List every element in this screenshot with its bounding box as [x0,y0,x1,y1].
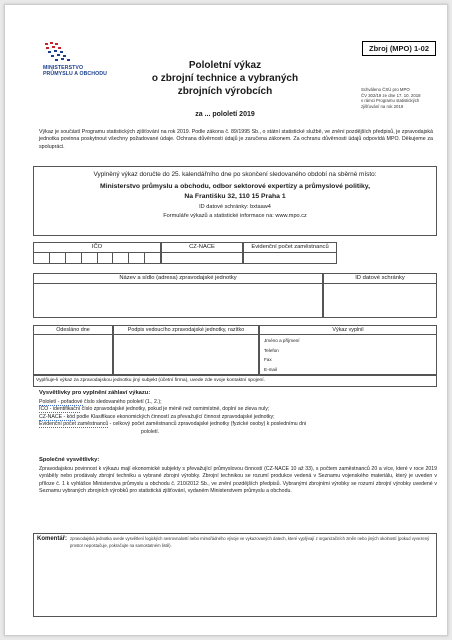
delivery-instructions: Vyplněný výkaz doručte do 25. kalendářního dne po skončení sledovaného období na sběrné místo: [93,171,377,178]
title-line-2: o zbrojní technice a vybraných [151,73,299,84]
explanation-key-1: Pololetí - pořadové [39,398,83,405]
databox-field[interactable] [323,273,437,318]
form-id-box: Zbroj (MPO) 1-02 [362,41,436,56]
delivery-box [33,166,437,236]
explanation-key-4: Evidenční počet zaměstnanců [39,421,109,428]
explanation-text-4: - celkový počet zaměstnanců zpravodajské jednotky (fyzické osoby) k poslednímu dni [108,421,307,428]
databox-label: ID datové schránky [324,274,436,284]
explanation-key-3: CZ-NACE - kód [39,413,76,420]
approval-line-4: zjišťování na rok 2019 [361,103,404,109]
employees-field[interactable] [243,242,337,264]
page-title [145,59,305,98]
ico-digit-boxes [34,253,160,264]
ico-label: IČO [34,243,160,253]
explanation-item-2 [39,406,439,414]
sent-date-field[interactable] [33,325,113,375]
unit-name-field[interactable] [33,273,323,318]
delivery-address-line-2: Na Františku 32, 110 15 Praha 1 [184,193,286,200]
sent-date-label: Odesláno dne [34,326,112,335]
explanations-heading: Vysvětlivky pro vyplnění záhlaví výkazu: [39,390,151,396]
reporting-period: za ... pololetí 2019 [195,111,255,118]
other-unit-field[interactable] [33,375,437,387]
filled-by-field [259,325,437,375]
header-explanations [39,390,439,437]
approval-line-2: ČV 302/19 ze dne 17. 10. 2018 [361,92,421,98]
explanation-item-4 [39,421,439,429]
delivery-forms-link[interactable]: Formuláře výkazů a statistické informace na: www.mpo.cz [163,213,307,219]
comment-box[interactable] [33,533,437,617]
ministry-emblem-icon [43,41,79,63]
intro-paragraph: Výkaz je součástí Programu statistických zjišťování na rok 2019. Podle zákona č. 89/1995 Sb., o státní statistické službě, ve znění pozdějších předpisů, je zpravodajská jednotka povinna poskytnout všechny požadované údaje. Ochrana důvěrnosti údajů je zaručena zákonem. Za ochranu důvěrnosti údajů odpovídá MPO. Děkujeme za spolupráci. [39,129,433,150]
nace-field[interactable] [161,242,243,264]
comment-header [34,534,436,551]
explanation-key-2: IČO - identifikační [39,406,81,413]
contact-fax-field[interactable]: Fax [264,357,272,363]
common-explanations [39,457,437,496]
signature-field[interactable] [113,325,259,375]
contact-phone-field[interactable]: Telefon [264,347,279,353]
nace-label: CZ-NACE [162,243,242,253]
title-line-3: zbrojních výrobcích [177,86,273,97]
logo-line-1: MINISTERSTVO [43,65,84,71]
contact-name-field[interactable]: Jméno a příjmení [264,338,300,343]
other-unit-label: Vyplňuje-li výkaz za zpravodajskou jednotku jiný subjekt (účetní firma), uvede zde svoje kontaktní spojení. [36,378,265,383]
title-line-1: Pololetní výkaz [188,60,262,71]
employees-label: Evidenční počet zaměstnanců [244,243,336,253]
explanation-text-1: číslo sledovaného pololetí (1., 2.); [82,398,162,405]
delivery-address-line-1: Ministerstvo průmyslu a obchodu, odbor sektorové expertízy a průmyslové politiky, [100,183,370,190]
ico-field[interactable] [33,242,161,264]
unit-name-label: Název a sídlo (adresa) zpravodajské jednotky [34,274,322,284]
delivery-databox: ID datové schránky: bxtaaw4 [199,204,271,210]
form-page [4,4,448,636]
contact-email-field[interactable]: E-mail [264,366,278,372]
explanation-text-2: číslo zpravodajské jednotky, pokud je méně než osmimístné, doplní se zleva nuly; [80,406,270,413]
common-text: Zpravodajskou povinnost k výkazu mají ekonomické subjekty s převažující průmyslovou činností (CZ-NACE 10 až 33), s počtem zaměstnanců 20 a více, které v roce 2019 vyráběly nebo prodávaly zbrojní techniku a vybrané zbrojní výrobky. Zbrojní technikou se rozumí produkce vedená v Seznamu vojenského materiálu, který je uveden v příloze č. 1 k vyhlášce Ministerstva průmyslu a obchodu č. 210/2012 Sb., ve znění pozdějších předpisů. Vybranými zbrojními výrobky se rozumí zbrojní výrobky uvedené v Seznamu vybraných zbrojních výrobků pro statistická zjišťování, vydaném Ministerstvem průmyslu a obchodu. [39,465,437,495]
signature-label: Podpis vedoucího zpravodajské jednotky, razítko [114,326,258,335]
comment-label: Komentář: [37,536,68,542]
explanation-text-3: podle Klasifikace ekonomických činností za převažující činnost zpravodajské jednotky; [75,413,275,420]
ministry-logo [43,41,113,81]
approval-line-1: Schváleno ČSÚ pro MPO [361,87,410,92]
comment-hint: zpravodajská jednotka uvede vysvětlení logických nesrovnalostí nebo mimořádného vývoje ve vykazovaných datech, které vyplývají z organizačních změn nebo jiných okolností (pokud vyvezený prostor nepostačuje, pokračujte na samostatném listě). [70,536,430,548]
common-heading: Společné vysvětlivky: [39,457,100,463]
approval-line-3: v rámci Programu statistických [361,98,420,104]
approval-note [361,87,441,109]
explanation-item-4-continued: pololetí. [141,428,160,435]
logo-line-2: PRŮMYSLU A OBCHODU [43,71,107,77]
filled-by-label: Výkaz vyplnil [260,326,436,335]
